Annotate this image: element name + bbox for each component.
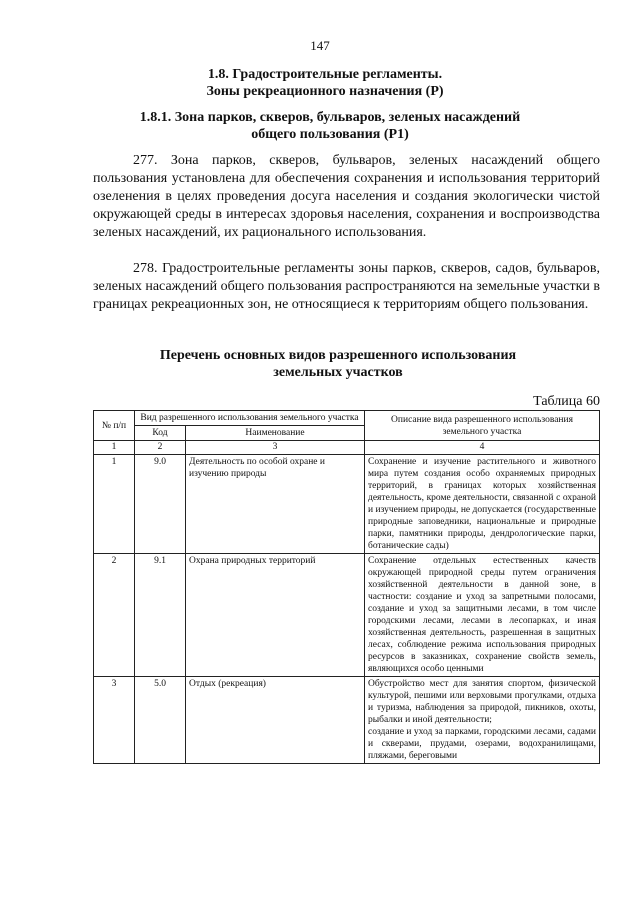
table-header-row — [94, 411, 600, 426]
section-heading — [5, 66, 640, 100]
page-number: 147 — [310, 38, 330, 53]
row-description-part-1: Обустройство мест для занятия спортом, физической культурой, пешими или верховыми прогулками, отдыха и туризма, наблюдения за природой, пикников, охоты, рыбалки и иной деятельности; — [368, 679, 596, 725]
row-description: Сохранение и изучение растительного и животного мира путем создания особо охраняемых природных территорий, в границах которых хозяйственная деятельность, кроме деятельности, связанной с охраной и изучением природы, не допускается (государственные природные заповедники, национальные и природные парки, памятники природы, дендрологические парки, ботанические сады) — [365, 455, 600, 554]
paragraph-277: 277. Зона парков, скверов, бульваров, зеленых насаждений общего пользования установлена для обеспечения сохранения и использования территорий озеленения в целях проведения досуга населения и создания экологически чистой окружающей среды в интересах здоровья населения, сохранения и воспроизводства зеленых насаждений, их рационального использования. — [93, 153, 600, 240]
row-description — [365, 677, 600, 764]
header-name: Наименование — [186, 426, 365, 441]
row-num: 2 — [94, 554, 135, 677]
table-index-row — [94, 441, 600, 455]
row-name: Деятельность по особой охране и изучению природы — [186, 455, 365, 554]
index-cell: 3 — [186, 441, 365, 455]
row-num: 3 — [94, 677, 135, 764]
permitted-use-table — [93, 410, 600, 764]
row-description: Сохранение отдельных естественных качеств окружающей природной среды путем ограничения хозяйственной деятельности в данной зоне, в частности: создание и уход за запретными полосами, создание и уход за защитными лесами, в том числе городскими лесами, лесами в лесопарках, и иная хозяйственная деятельность, разрешенная в защитных лесах, соблюдение режима использования природных ресурсов в заказниках, сохранение свойств земель, являющихся особо ценными — [365, 554, 600, 677]
paragraph-278: 278. Градостроительные регламенты зоны парков, скверов, садов, бульваров, зеленых насаждений общего пользования распространяются на земельные участки в границах рекреационных зон, не относящиеся к территориям общего пользования. — [93, 261, 600, 312]
header-code: Код — [135, 426, 186, 441]
section-heading-line-2: Зоны рекреационного назначения (Р) — [206, 84, 444, 99]
row-code: 9.1 — [135, 554, 186, 677]
list-title — [58, 347, 618, 381]
row-name: Отдых (рекреация) — [186, 677, 365, 764]
table-row — [94, 677, 600, 764]
list-title-line-1: Перечень основных видов разрешенного использования — [159, 348, 517, 363]
index-cell: 2 — [135, 441, 186, 455]
section-heading-line-1: 1.8. Градостроительные регламенты. — [207, 67, 443, 82]
row-num: 1 — [94, 455, 135, 554]
row-name: Охрана природных территорий — [186, 554, 365, 677]
row-code: 5.0 — [135, 677, 186, 764]
list-title-line-2: земельных участков — [273, 365, 403, 380]
index-cell: 4 — [365, 441, 600, 455]
subsection-heading-line-1: 1.8.1. Зона парков, скверов, бульваров, зеленых насаждений — [139, 110, 521, 125]
table-row — [94, 455, 600, 554]
row-description-part-2: создание и уход за парками, городскими лесами, садами и скверами, прудами, озерами, водохранилищами, пляжами, береговыми — [368, 727, 596, 761]
table-row — [94, 554, 600, 677]
subsection-heading-line-2: общего пользования (Р1) — [251, 127, 409, 142]
header-description: Описание вида разрешенного использования земельного участка — [365, 411, 600, 441]
index-cell: 1 — [94, 441, 135, 455]
table-caption: Таблица 60 — [533, 394, 600, 409]
header-use-group: Вид разрешенного использования земельного участка — [135, 411, 365, 426]
subsection-heading — [45, 109, 615, 143]
row-code: 9.0 — [135, 455, 186, 554]
header-num: № п/п — [94, 411, 135, 441]
